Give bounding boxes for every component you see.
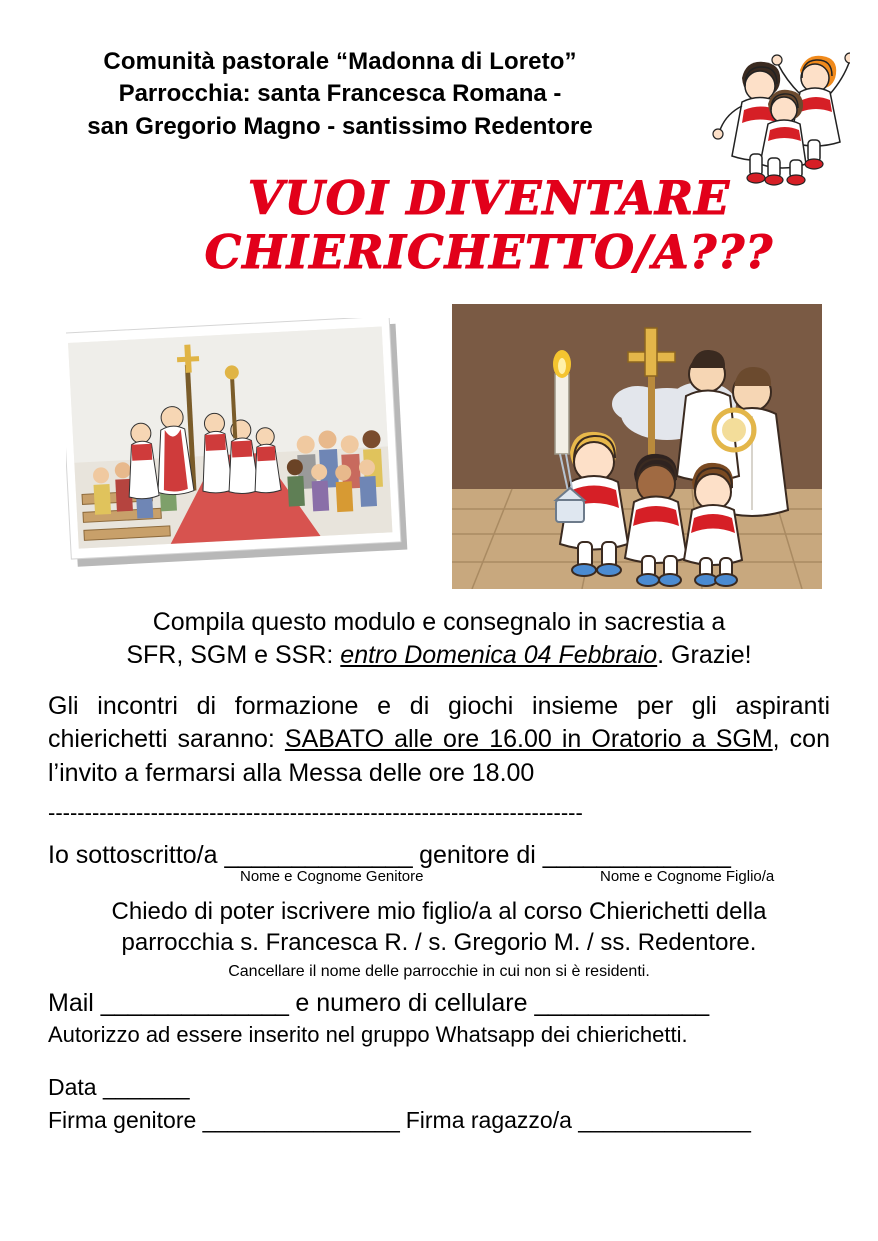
images-row [0,296,878,596]
meetings-part-1: Gli incontri di formazione e di giochi insieme per gli aspiranti chierichetti saranno: [48,691,830,754]
title-line-2: CHIERICHETTO/A??? [204,225,774,280]
request-line-1: Chiedo di poter iscrivere mio figlio/a al corso Chierichetti della [111,898,767,926]
divider: ------------------------------------------------------------------------- [48,800,583,826]
date-label: Data [48,1073,97,1100]
parent-signature-field[interactable]: ________________ [202,1106,400,1133]
deadline-emphasis: entro Domenica 04 Febbraio [340,640,658,669]
mail-field[interactable]: ______________ [100,988,289,1017]
child-name-field[interactable]: ______________ [542,841,731,870]
meetings-part-2: , con l’invito a fermarsi alla Messa delle ore 18.00 [48,725,830,787]
meetings-paragraph [48,690,830,791]
field-captions [48,868,830,890]
date-row [48,1074,830,1101]
caption-parent-name: Nome e Cognome Genitore [240,868,424,886]
mail-label: Mail [48,988,94,1017]
whatsapp-authorization: Autorizzo ad essere inserito nel gruppo Whatsapp dei chierichetti. [48,1021,688,1047]
intro-line-2-prefix: SFR, SGM e SSR: [126,640,341,669]
parish-name-line2: san Gregorio Magno - santissimo Redentore [87,112,593,140]
intro-paragraph [48,606,830,672]
altar-servers-cartoon-icon [650,30,850,190]
parent-name-field[interactable]: ______________ [224,841,413,870]
parent-signature-label: Firma genitore [48,1106,197,1133]
meetings-underlined: SABATO alle ore 16.00 in Oratorio a SGM [284,725,773,754]
parish-note: Cancellare il nome delle parrocchie in cui non si è residenti. [228,962,650,980]
child-signature-label: Firma ragazzo/a [405,1106,572,1133]
phone-field[interactable]: _____________ [534,988,709,1017]
parish-name-line1: Parrocchia: santa Francesca Romana - [118,80,562,108]
caption-child-name: Nome e Cognome Figlio/a [600,868,775,886]
intro-line-2-suffix: . Grazie! [657,640,752,669]
date-field[interactable]: _______ [102,1073,190,1100]
signature-row [48,1107,830,1134]
contact-row [48,989,830,1018]
child-signature-field[interactable]: ______________ [578,1106,751,1133]
community-name: Comunità pastorale “Madonna di Loreto” [103,48,577,75]
undersigned-label: Io sottoscritto/a [48,841,218,870]
request-line-2: parrocchia s. Francesca R. / s. Gregorio M. / ss. Redentore. [121,929,757,957]
parish-heading [40,46,640,143]
procession-photo [66,318,418,586]
altar-servers-illustration [452,304,822,589]
phone-label: e numero di cellulare [295,988,528,1017]
intro-line-1: Compila questo modulo e consegnalo in sacrestia a [152,607,726,636]
parent-of-label: genitore di [419,841,536,870]
form-section [0,840,878,1133]
title-line-1: VUOI DIVENTARE [247,171,731,226]
request-paragraph [48,896,830,958]
undersigned-row [48,840,830,870]
body-text [0,606,878,827]
